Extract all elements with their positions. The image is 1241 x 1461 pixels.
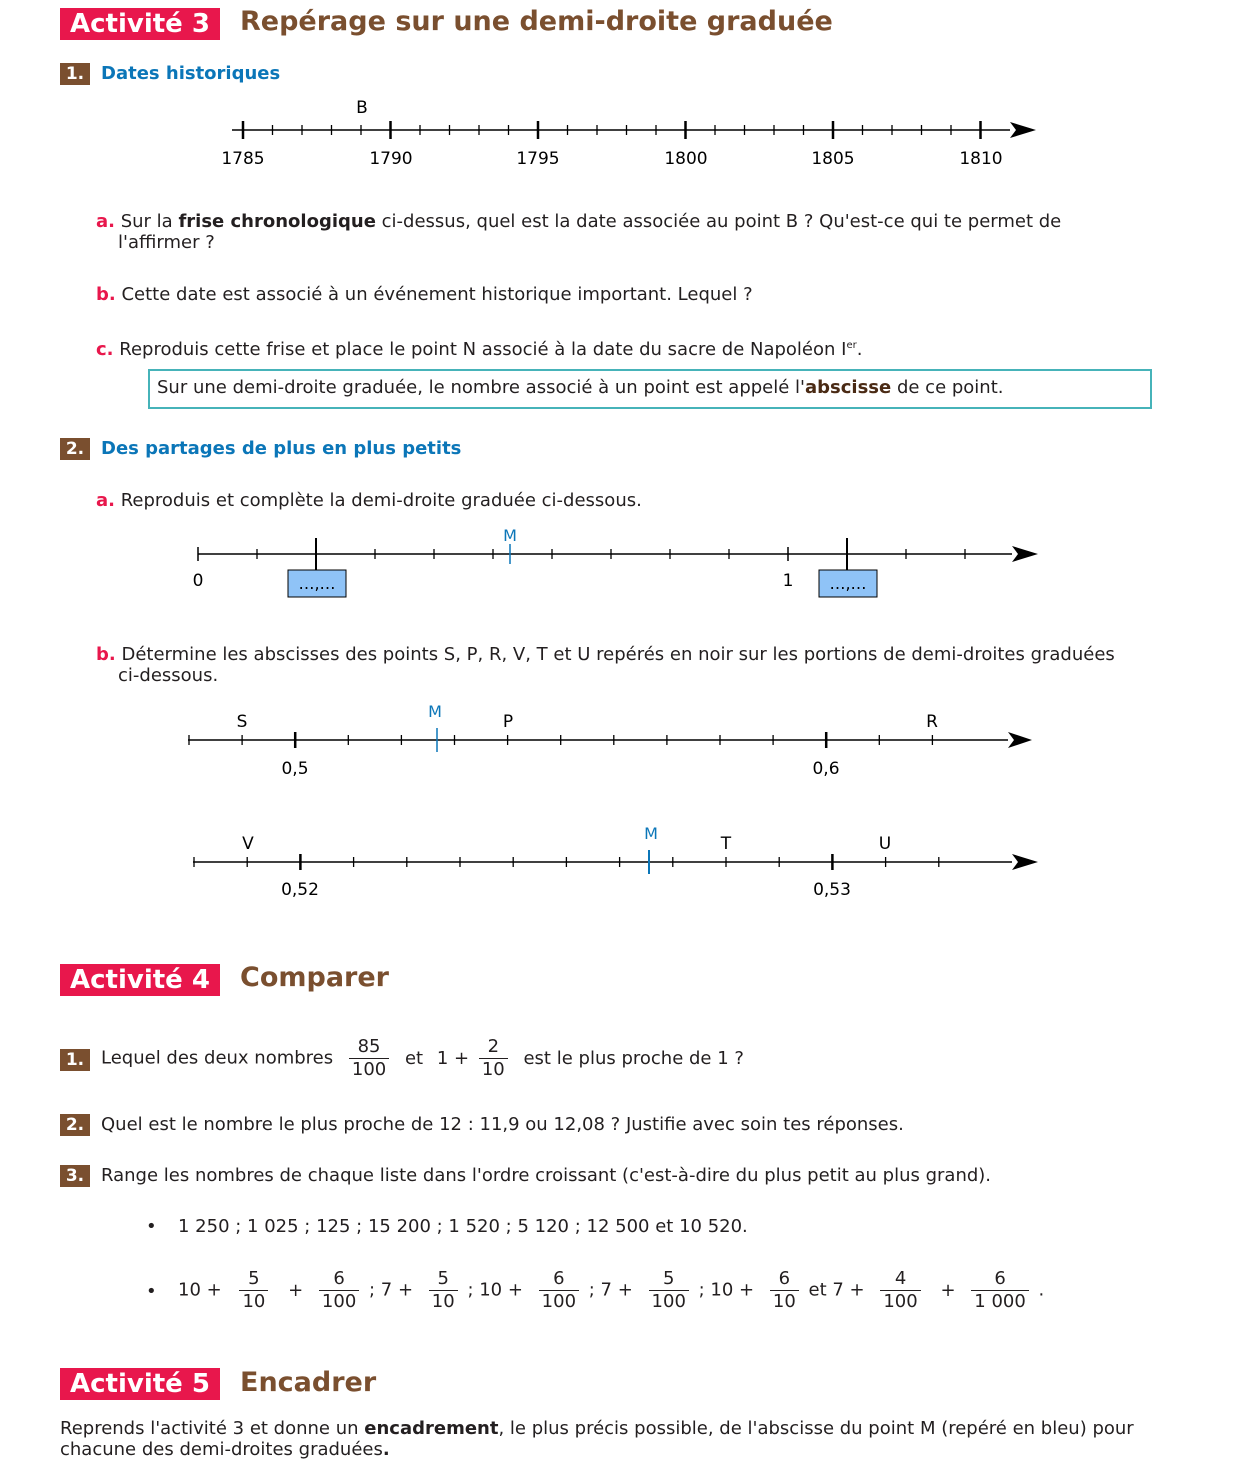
axis-c-arrow — [1012, 854, 1038, 870]
axis-a-point-m: M — [503, 526, 517, 545]
axis-a-arrow — [1012, 546, 1038, 562]
fraction-numerator: 5 — [649, 1268, 689, 1291]
axis-a-label-0: 0 — [192, 571, 204, 591]
activity-5-text-part: chacune des demi-droites graduées — [60, 1439, 383, 1460]
activity-5-text — [60, 1418, 1200, 1460]
fraction-numerator: 4 — [880, 1268, 920, 1291]
axis-c-label-053: 0,53 — [813, 880, 851, 900]
list-2-term: + — [940, 1279, 956, 1301]
list-2-bullet: • — [146, 1281, 157, 1302]
question-end: . — [856, 339, 863, 360]
axis-c-point-m: M — [644, 824, 658, 843]
q1-math: 1 + — [436, 1047, 470, 1069]
question-text: Cette date est associé à un événement historique important. Lequel ? — [121, 284, 753, 305]
list-1-bullet: • — [146, 1216, 157, 1237]
q1-text: Lequel des deux nombres — [101, 1047, 334, 1069]
list-2-term: ; 10 + — [698, 1279, 755, 1301]
question-1b — [96, 284, 753, 305]
fraction-denominator: 100 — [321, 1291, 357, 1312]
fraction — [429, 1268, 458, 1313]
part-2-title: Des partages de plus en plus petits — [101, 438, 462, 459]
activity-5-text-part: , le plus précis possible, de l'abscisse du point M (repéré en bleu) pour — [498, 1418, 1134, 1439]
superscript: er — [846, 340, 857, 351]
question-letter: c. — [96, 339, 114, 360]
fraction-denominator: 10 — [772, 1291, 796, 1312]
question-2a — [96, 490, 642, 511]
answer-box-2-text: …,… — [829, 574, 867, 593]
axis-b-point-p: P — [502, 712, 514, 732]
fraction — [319, 1268, 359, 1313]
fraction-numerator: 5 — [239, 1268, 268, 1291]
q1-text: et — [404, 1047, 424, 1069]
timeline-label-1810: 1810 — [959, 149, 1003, 169]
axis-c-label-052: 0,52 — [281, 880, 319, 900]
question-letter: a. — [96, 490, 115, 511]
timeline-point-b: B — [356, 98, 368, 118]
part-1-number: 1. — [60, 63, 90, 85]
activity-5-bold-term: encadrement — [364, 1418, 499, 1439]
activity-3-badge: Activité 3 — [60, 8, 220, 40]
q1-text: est le plus proche de 1 ? — [523, 1047, 744, 1069]
activity-4-title: Comparer — [240, 962, 389, 993]
fraction — [479, 1036, 508, 1081]
question-text: Reproduis cette frise et place le point N associé à la date du sacre de Napoléon I — [119, 339, 847, 360]
fraction-denominator: 10 — [242, 1291, 266, 1312]
fraction-numerator: 6 — [319, 1268, 359, 1291]
part-1-title: Dates historiques — [101, 63, 281, 84]
axis-a-label-1: 1 — [782, 571, 794, 591]
list-2-term: et 7 + — [808, 1279, 865, 1301]
question-letter: b. — [96, 284, 116, 305]
graduated-line-c — [0, 820, 1241, 910]
activity-4-q3: Range les nombres de chaque liste dans l'ordre croissant (c'est-à-dire du plus petit au plus grand). — [101, 1165, 992, 1186]
fraction-numerator: 85 — [349, 1036, 389, 1059]
list-2-term: ; 7 + — [588, 1279, 633, 1301]
axis-c-point-u: U — [878, 834, 892, 854]
fraction — [880, 1268, 920, 1313]
fraction-denominator: 10 — [431, 1291, 455, 1312]
timeline-arrow — [1010, 122, 1036, 138]
list-2-term: + — [288, 1279, 304, 1301]
timeline-label-1800: 1800 — [664, 149, 708, 169]
list-2-term: 10 + — [178, 1279, 222, 1301]
fraction-denominator: 1 000 — [974, 1291, 1026, 1312]
axis-b-label-06: 0,6 — [812, 759, 840, 779]
fraction — [539, 1268, 579, 1313]
question-text: Reproduis et complète la demi-droite graduée ci-dessous. — [120, 490, 642, 511]
timeline-label-1790: 1790 — [369, 149, 413, 169]
fraction — [349, 1036, 389, 1081]
activity-4-q1-number: 1. — [60, 1049, 90, 1071]
question-letter: a. — [96, 211, 115, 232]
question-text: Sur la — [120, 211, 179, 232]
question-text: Détermine les abscisses des points S, P, R, V, T et U repérés en noir sur les portions de demi-droites graduées — [121, 644, 1115, 665]
activity-5-text-part: Reprends l'activité 3 et donne un — [60, 1418, 365, 1439]
axis-c-point-v: V — [242, 834, 254, 854]
activity-5-text-end: . — [382, 1439, 390, 1460]
list-2 — [178, 1268, 1044, 1313]
part-2-number: 2. — [60, 438, 90, 460]
timeline-label-1795: 1795 — [516, 149, 560, 169]
fraction-denominator: 100 — [883, 1291, 918, 1312]
activity-4-q1 — [101, 1036, 744, 1081]
axis-c-point-t: T — [720, 834, 732, 854]
question-1a — [96, 211, 1061, 232]
axis-b-point-r: R — [926, 712, 938, 732]
question-2b-continuation: ci-dessous. — [118, 665, 219, 686]
answer-box-1-text: …,… — [298, 574, 336, 593]
fraction-denominator: 10 — [481, 1059, 505, 1080]
fraction-numerator: 6 — [539, 1268, 579, 1291]
axis-b-point-s: S — [236, 712, 248, 732]
activity-3-title: Repérage sur une demi-droite graduée — [240, 6, 833, 37]
activity-5-title: Encadrer — [240, 1367, 377, 1398]
timeline-label-1785: 1785 — [221, 149, 265, 169]
timeline-axis — [0, 0, 1241, 180]
definition-term: abscisse — [805, 377, 892, 398]
list-2-term: ; 10 + — [467, 1279, 523, 1301]
activity-4-q2: Quel est le nombre le plus proche de 12 : 11,9 ou 12,08 ? Justifie avec soin tes réponses. — [101, 1114, 904, 1135]
activity-4-badge: Activité 4 — [60, 964, 220, 996]
fraction — [770, 1268, 799, 1313]
fraction-denominator: 100 — [651, 1291, 686, 1312]
question-2b — [96, 644, 1115, 665]
fraction-numerator: 2 — [479, 1036, 508, 1059]
activity-5-badge: Activité 5 — [60, 1368, 220, 1400]
fraction — [971, 1268, 1029, 1313]
axis-b-label-05: 0,5 — [281, 759, 309, 779]
list-2-term: . — [1038, 1279, 1045, 1301]
timeline-label-1805: 1805 — [811, 149, 855, 169]
fraction — [649, 1268, 689, 1313]
activity-4-q3-number: 3. — [60, 1165, 90, 1187]
list-1: 1 250 ; 1 025 ; 125 ; 15 200 ; 1 520 ; 5 120 ; 12 500 et 10 520. — [178, 1216, 748, 1237]
question-1c — [96, 335, 862, 360]
axis-b-arrow — [1008, 732, 1032, 748]
question-1a-continuation: l'affirmer ? — [118, 232, 215, 253]
fraction-denominator: 100 — [351, 1059, 387, 1080]
graduated-line-a — [0, 520, 1241, 610]
graduated-line-b — [0, 700, 1241, 790]
definition-box — [148, 369, 1152, 409]
list-2-term: ; 7 + — [369, 1279, 414, 1301]
question-text: ci-dessus, quel est la date associée au point B ? Qu'est-ce qui te permet de — [375, 211, 1062, 232]
axis-b-point-m: M — [428, 702, 442, 721]
fraction-numerator: 6 — [770, 1268, 799, 1291]
fraction-denominator: 100 — [541, 1291, 577, 1312]
definition-text: Sur une demi-droite graduée, le nombre associé à un point est appelé l' — [157, 377, 805, 398]
activity-4-q2-number: 2. — [60, 1114, 90, 1136]
fraction-numerator: 6 — [971, 1268, 1029, 1291]
fraction — [239, 1268, 268, 1313]
question-letter: b. — [96, 644, 116, 665]
definition-text: de ce point. — [891, 377, 1004, 398]
question-bold-term: frise chronologique — [178, 211, 376, 232]
fraction-numerator: 5 — [429, 1268, 458, 1291]
